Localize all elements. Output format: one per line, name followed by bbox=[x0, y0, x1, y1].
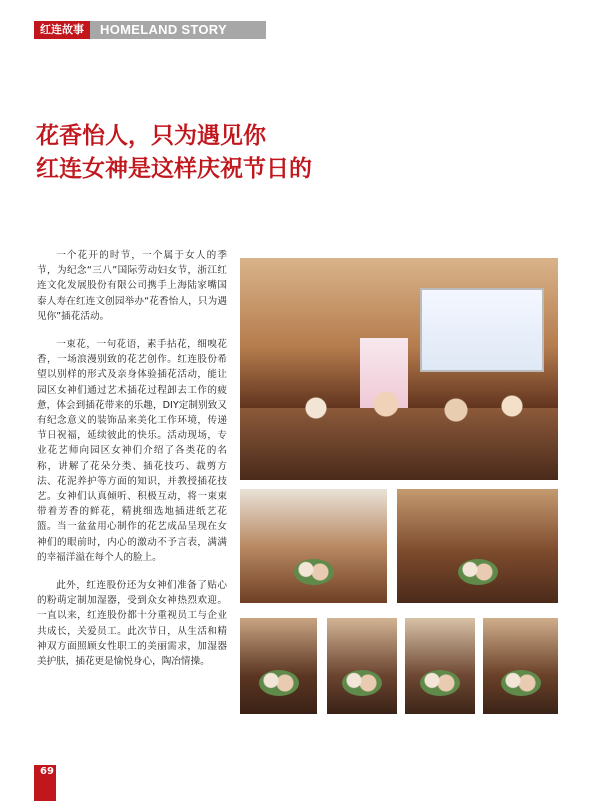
event-photo-flower-baskets bbox=[240, 489, 387, 603]
paragraph-1: 一个花开的时节，一个属于女人的季节，为纪念“三八”国际劳动妇女节，浙江红连文化发展股份有限公司携手上海陆家嘴国泰人寿在红连文创园举办“花香怡人，只为遇见你”插花活动。 bbox=[37, 250, 227, 322]
event-photo-participant-2 bbox=[327, 618, 397, 714]
page-number: 69 bbox=[40, 766, 54, 777]
bouquet-icon bbox=[259, 670, 299, 696]
event-photo-participant-3 bbox=[405, 618, 475, 714]
section-label-en: HOMELAND STORY bbox=[90, 21, 266, 39]
paragraph-3: 此外，红连股份还为女神们准备了贴心的粉萌定制加湿器，受到众女神热烈欢迎。一直以来，红连股份都十分重视员工与企业共成长，关爱员工。此次节日，从生活和精神双方面照顾女性职工的美丽需求，加湿器美护肤，插花更是愉悦身心，陶冶情操。 bbox=[37, 580, 227, 668]
section-header bbox=[34, 21, 266, 39]
article-body bbox=[37, 248, 227, 682]
bouquet-icon bbox=[342, 670, 382, 696]
bouquet-icon bbox=[501, 670, 541, 696]
event-photo-table bbox=[397, 489, 558, 603]
bouquet-icon bbox=[420, 670, 460, 696]
event-photo-main bbox=[240, 258, 558, 480]
paragraph-2: 一束花，一句花语，素手拈花，细嗅花香，一场浪漫别致的花艺创作。红连股份希望以别样的形式及亲身体验插花活动，能让园区女神们通过艺术插花过程卸去工作的疲惫，体会到插花带来的乐趣，DIY定制别致又有纪念意义的装饰品来美化工作环境，传递节日祝福，延续彼此的快乐。活动现场，专业花艺师向园区女神们介绍了各类花的名称，讲解了花朵分类、插花技巧、裁剪方法、花泥养护等方面的知识，并教授插花技艺。女神们认真倾听、积极互动，将一束束带着芳香的鲜花，精挑细选地插进纸艺花篮。当一盆盆用心制作的花艺成品呈现在女神们的眼前时，内心的激动不予言表，满满的幸福洋溢在每个人的脸上。 bbox=[37, 339, 227, 563]
event-photo-participant-4 bbox=[483, 618, 558, 714]
title-line-1: 花香怡人，只为遇见你 bbox=[36, 123, 266, 149]
article-title bbox=[36, 120, 312, 186]
flower-arrangements bbox=[260, 388, 540, 428]
section-label-cn: 红连故事 bbox=[34, 21, 90, 39]
bouquet-icon bbox=[458, 559, 498, 585]
title-line-2: 红连女神是这样庆祝节日的 bbox=[36, 156, 312, 182]
event-photo-participant-1 bbox=[240, 618, 317, 714]
bouquet-icon bbox=[294, 559, 334, 585]
projection-screen bbox=[420, 288, 544, 372]
